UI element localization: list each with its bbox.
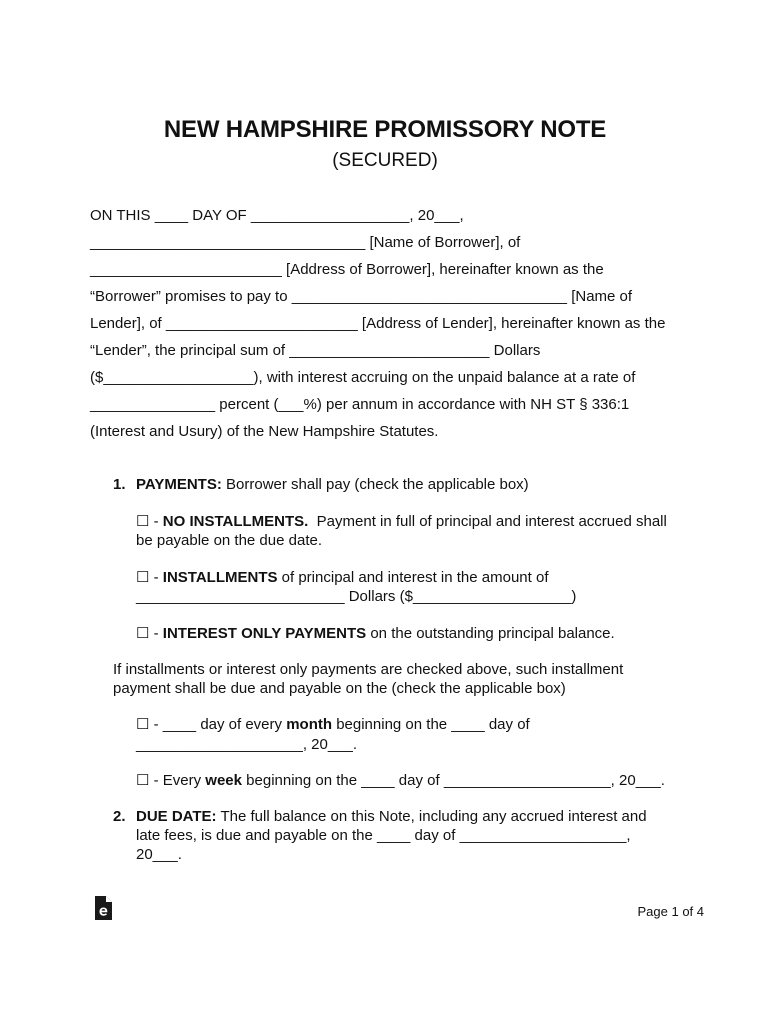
- section-text-line: 20___.: [136, 846, 182, 863]
- option-label: week: [205, 772, 242, 789]
- option-text: beginning on the ____ day of ____________________, 20___.: [242, 772, 665, 789]
- option-interest-only[interactable]: [136, 624, 615, 644]
- intro-line: ($__________________), with interest accruing on the unpaid balance at a rate of: [90, 369, 636, 386]
- option-no-installments[interactable]: [136, 512, 667, 532]
- option-text: on the outstanding principal balance.: [366, 625, 615, 642]
- section-heading-line: [136, 475, 529, 495]
- intro-line: “Borrower” promises to pay to _________________________________ [Name of: [90, 288, 633, 305]
- option-label: INTEREST ONLY PAYMENTS: [162, 625, 367, 642]
- intro-line: “Lender”, the principal sum of ________________________ Dollars: [90, 342, 541, 359]
- checkbox-icon[interactable]: ☐ -: [136, 625, 163, 642]
- option-week[interactable]: [136, 771, 665, 791]
- intro-line: ON THIS ____ DAY OF ___________________, 20___,: [90, 207, 464, 224]
- section-number: 1.: [113, 476, 126, 493]
- option-label: month: [286, 716, 333, 733]
- document-subtitle: (SECURED): [332, 150, 438, 171]
- page-number: Page 1 of 4: [637, 904, 704, 919]
- followup-line: If installments or interest only payments are checked above, such installment: [113, 661, 624, 678]
- checkbox-icon[interactable]: ☐ -: [136, 513, 163, 530]
- checkbox-icon[interactable]: ☐ -: [136, 569, 163, 586]
- intro-line: _______________________ [Address of Borrower], hereinafter known as the: [90, 261, 604, 278]
- option-label: INSTALLMENTS: [162, 569, 278, 586]
- option-text-line: _________________________ Dollars ($___________________): [136, 588, 577, 605]
- option-text: of principal and interest in the amount of: [277, 569, 549, 586]
- option-label: NO INSTALLMENTS.: [162, 513, 309, 530]
- option-text[interactable]: ☐ - ____ day of every: [136, 716, 287, 733]
- eforms-logo-icon: [93, 895, 113, 921]
- document-title: NEW HAMPSHIRE PROMISSORY NOTE: [163, 116, 607, 143]
- followup-line: payment shall be due and payable on the (check the applicable box): [113, 680, 566, 697]
- section-heading: DUE DATE:: [136, 808, 217, 825]
- section-number: 2.: [113, 808, 126, 825]
- section-heading-line: [136, 807, 647, 827]
- intro-line: _______________ percent (___%) per annum in accordance with NH ST § 336:1: [90, 396, 630, 413]
- section-text-line: late fees, is due and payable on the ____ day of ____________________,: [136, 827, 631, 844]
- intro-line: Lender], of _______________________ [Address of Lender], hereinafter known as the: [90, 315, 666, 332]
- option-text[interactable]: ☐ - Every: [136, 772, 206, 789]
- section-text: Borrower shall pay (check the applicable box): [221, 476, 529, 493]
- intro-line: _________________________________ [Name of Borrower], of: [90, 234, 521, 251]
- option-text: beginning on the ____ day of: [332, 716, 530, 733]
- option-text-line: ____________________, 20___.: [136, 736, 358, 753]
- option-text-line: be payable on the due date.: [136, 532, 322, 549]
- section-heading: PAYMENTS:: [136, 476, 222, 493]
- option-month[interactable]: [136, 715, 530, 735]
- section-text: The full balance on this Note, including any accrued interest and: [216, 808, 647, 825]
- intro-line: (Interest and Usury) of the New Hampshire Statutes.: [90, 423, 439, 440]
- option-text: Payment in full of principal and interest accrued shall: [308, 513, 667, 530]
- option-installments[interactable]: [136, 568, 549, 588]
